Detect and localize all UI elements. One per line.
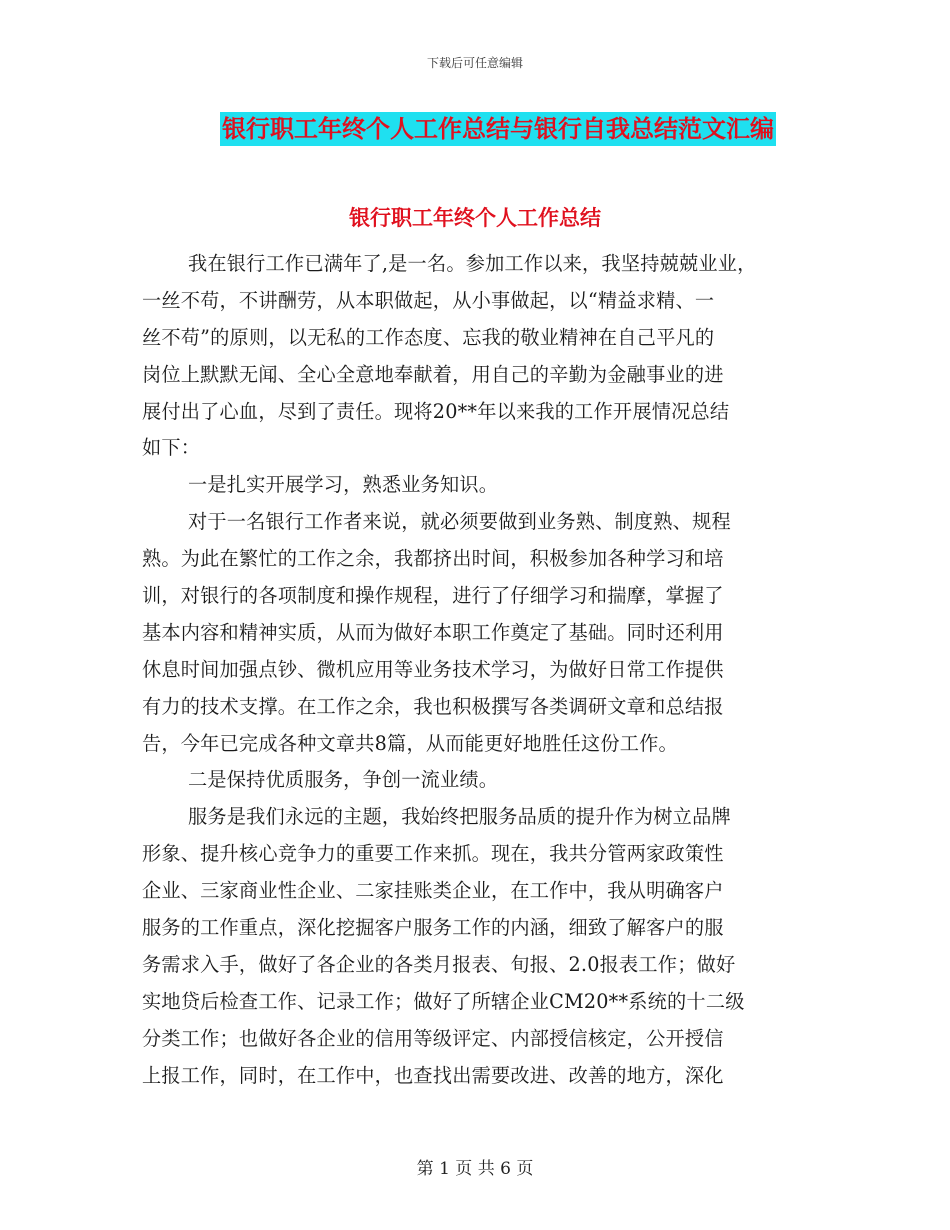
paragraph-line: 岗位上默默无闻、全心全意地奉献着，用自己的辛勤为金融事业的进 xyxy=(142,362,724,386)
paragraph-line: 休息时间加强点钞、微机应用等业务技术学习，为做好日常工作提供 xyxy=(142,657,724,681)
paragraph-line: 对于一名银行工作者来说，就必须要做到业务熟、制度熟、规程 xyxy=(188,510,731,534)
paragraph-line: 基本内容和精神实质，从而为做好本职工作奠定了基础。同时还利用 xyxy=(142,620,724,644)
paragraph-line: 上报工作，同时，在工作中，也查找出需要改进、改善的地方，深化 xyxy=(142,1063,724,1087)
paragraph-line: 展付出了心血，尽到了责任。现将20**年以来我的工作开展情况总结 xyxy=(142,399,730,423)
body-text xyxy=(142,246,814,1094)
paragraph-line: 企业、三家商业性企业、二家挂账类企业，在工作中，我从明确客户 xyxy=(142,879,724,903)
paragraph-line: 务需求入手，做好了各企业的各类月报表、旬报、2.0报表工作；做好 xyxy=(142,952,736,976)
section-title: 银行职工年终个人工作总结 xyxy=(349,206,601,230)
section-heading-line: 二是保持优质服务，争创一流业绩。 xyxy=(188,768,499,792)
paragraph-line: 告，今年已完成各种文章共8篇，从而能更好地胜任这份工作。 xyxy=(142,731,678,755)
paragraph-line: 服务是我们永远的主题，我始终把服务品质的提升作为树立品牌 xyxy=(188,805,731,829)
page-footer: 第 1 页 共 6 页 xyxy=(416,1159,534,1179)
paragraph-line: 分类工作；也做好各企业的信用等级评定、内部授信核定，公开授信 xyxy=(142,1026,724,1050)
paragraph-line: 服务的工作重点，深化挖掘客户服务工作的内涵，细致了解客户的服 xyxy=(142,916,724,940)
section-heading-line: 一是扎实开展学习，熟悉业务知识。 xyxy=(188,473,499,497)
paragraph-line: 有力的技术支撑。在工作之余，我也积极撰写各类调研文章和总结报 xyxy=(142,694,724,718)
paragraph-line: 如下： xyxy=(142,436,201,460)
paragraph-line: 形象、提升核心竞争力的重要工作来抓。现在，我共分管两家政策性 xyxy=(142,842,724,866)
document-title: 银行职工年终个人工作总结与银行自我总结范文汇编 xyxy=(220,112,776,146)
paragraph-line: 熟。为此在繁忙的工作之余，我都挤出时间，积极参加各种学习和培 xyxy=(142,547,724,571)
paragraph-line: 一丝不苟，不讲酬劳，从本职做起，从小事做起，以“精益求精、一 xyxy=(142,288,715,312)
paragraph-line: 实地贷后检查工作、记录工作；做好了所辖企业CM20**系统的十二级 xyxy=(142,989,745,1013)
document-title-wrap xyxy=(0,112,950,146)
paragraph-line: 丝不苟”的原则，以无私的工作态度、忘我的敬业精神在自己平凡的 xyxy=(142,325,715,349)
paragraph-line: 训，对银行的各项制度和操作规程，进行了仔细学习和揣摩，掌握了 xyxy=(142,584,724,608)
header-note: 下载后可任意编辑 xyxy=(426,56,523,70)
paragraph-line: 我在银行工作已满年了,是一名。参加工作以来，我坚持兢兢业业， xyxy=(188,252,757,275)
